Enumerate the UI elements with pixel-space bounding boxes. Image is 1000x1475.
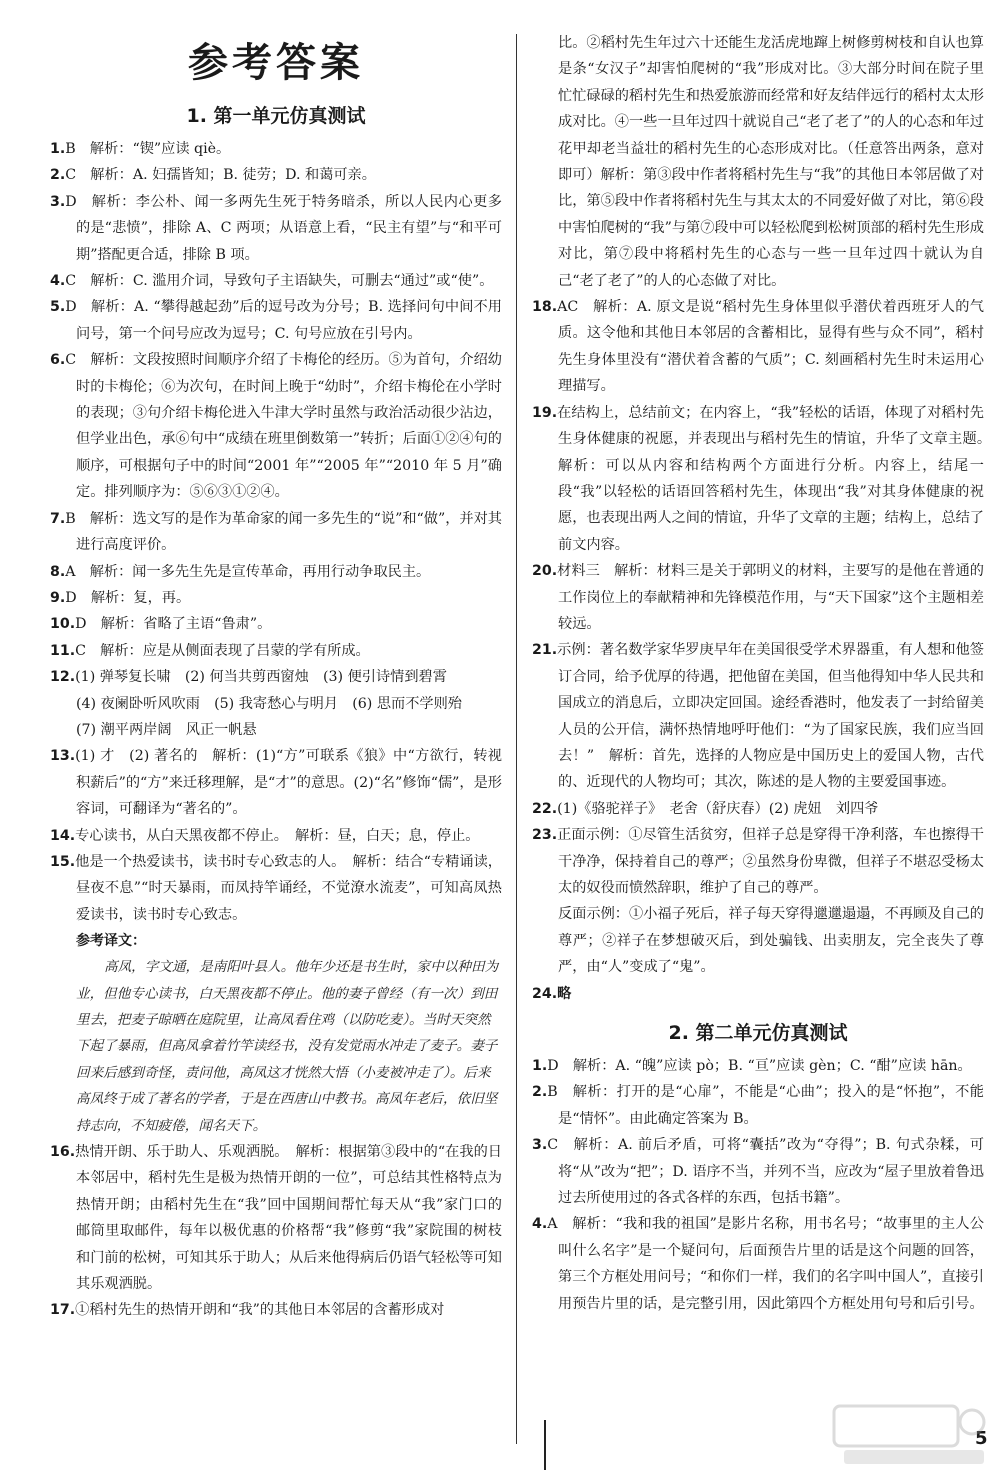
item-number: 10. bbox=[50, 616, 76, 633]
unit2-answer-item bbox=[532, 1053, 984, 1079]
section-1-title: 1. 第一单元仿真测试 bbox=[186, 105, 366, 127]
item-text: D 解析：A. “魄”应读 pò；B. “亘”应读 gèn；C. “酣”应读 hān。 bbox=[547, 1058, 972, 1075]
item-number: 11. bbox=[50, 642, 76, 659]
item-number: 20. bbox=[532, 563, 558, 580]
item-number: 1. bbox=[50, 141, 66, 157]
answer-item bbox=[50, 849, 502, 928]
item-number: 21. bbox=[532, 642, 558, 659]
item-number: 4. bbox=[532, 1216, 548, 1233]
answer-item bbox=[50, 823, 502, 849]
item-number: 12. bbox=[50, 669, 76, 686]
item-number: 9. bbox=[50, 589, 66, 606]
answer-item bbox=[50, 189, 502, 268]
item-text: C 解析：C. 滥用介词，导致句子主语缺失，可删去“通过”或“使”。 bbox=[65, 273, 494, 290]
answer-item bbox=[50, 559, 502, 585]
answer-item bbox=[50, 268, 502, 294]
item-number: 15. bbox=[50, 853, 76, 870]
answer-item bbox=[532, 400, 999, 558]
item-text: C 解析：文段按照时间顺序介绍了卡梅伦的经历。⑤为首句，介绍幼时的卡梅伦；⑥为次句，在时间上晚于“幼时”，介绍卡梅伦在小学时的表现；③句介绍卡梅伦进入牛津大学时虽然与政治活动很少沾边，但学业出色，承⑥句中“成绩在班里倒数第一”转折；后面①②④句的顺序，可根据句子中的时间“2001 年”“2005 年”“2010 年 5 月”确定。排列顺序为：⑤⑥③①②④。 bbox=[65, 352, 502, 501]
answer-item bbox=[532, 822, 984, 901]
item-number: 19. bbox=[532, 404, 558, 421]
item-number: 6. bbox=[50, 352, 66, 369]
item-number: 2. bbox=[50, 167, 66, 184]
answer-item-12-line bbox=[50, 717, 502, 743]
answer-item bbox=[50, 638, 502, 664]
answer-item bbox=[50, 294, 502, 347]
item-text: ①稻村先生的热情开朗和“我”的其他日本邻居的含蓄形成对 bbox=[75, 1302, 445, 1319]
item-number: 3. bbox=[50, 193, 66, 210]
item-text: D 解析：省略了主语“鲁肃”。 bbox=[75, 616, 272, 633]
item-number: 14. bbox=[50, 827, 76, 844]
item-text: B 解析：打开的是“心扉”，不能是“心曲”；投入的是“怀抱”，不能是“情怀”。由此确定答案为 B。 bbox=[547, 1084, 984, 1127]
item-text: B 解析：“锲”应读 qiè。 bbox=[65, 141, 231, 157]
answer-item bbox=[50, 506, 502, 559]
binding-mark bbox=[544, 1420, 546, 1470]
item-text: 专心读书，从白天黑夜都不停止。 解析：昼，白天；息，停止。 bbox=[75, 827, 480, 844]
answer-item bbox=[50, 1297, 502, 1323]
item-text: 他是一个热爱读书，读书时专心致志的人。 解析：结合“专精诵读，昼夜不息”“时天暴雨，而凤持竿诵经，不觉潦水流麦”，可知高凤热爱读书，读书时专心致志。 bbox=[75, 853, 502, 923]
item-text: C 解析：A. 妇孺皆知；B. 徒劳；D. 和蔼可亲。 bbox=[65, 167, 376, 184]
item-text: D 解析：A. “攀得越起劲”后的逗号改为分号；B. 选择问句中间不用问号，第一个问号应改为逗号；C. 句号应放在引号内。 bbox=[65, 299, 502, 342]
item-text: D 解析：复，再。 bbox=[65, 589, 191, 606]
unit2-answer-item bbox=[532, 1079, 984, 1132]
item-number: 23. bbox=[532, 827, 558, 844]
unit2-answer-item bbox=[532, 1132, 984, 1211]
item-12-line-2: (4) 夜阑卧听风吹雨 (5) 我寄愁心与明月 (6) 思而不学则殆 bbox=[76, 695, 462, 712]
item-text: C 解析：应是从侧面表现了吕蒙的学有所成。 bbox=[75, 642, 370, 659]
item-12-line-3: (7) 潮平两岸阔 风正一帆悬 bbox=[76, 721, 257, 738]
item-text: D 解析：李公朴、闻一多两先生死于特务暗杀，所以人民内心更多的是“悲愤”，排除 A、C 两项；从语意上看，“民主有望”与“和平可期”搭配更合适，排除 B 项。 bbox=[65, 193, 502, 263]
left-column bbox=[50, 30, 502, 1324]
answer-item-17-continued: 比。②稻村先生年过六十还能生龙活虎地蹿上树修剪树枝和自认也算是条“女汉子”却害怕爬树的“我”形成对比。③大部分时间在院子里忙忙碌碌的稻村先生和热爱旅游而经常和好友结伴远行的稻村太太形成对比。④一些一旦年过四十就说自己“老了老了”的人的心态和年过花甲却老当益壮的稻村先生的心态形成对比。（任意答出两条，意对即可）解析：第③段中作者将稻村先生与“我”的其他日本邻居做了对比，第⑤段中作者将稻村先生与其太太的不同爱好做了对比，第⑥段中害怕爬树的“我”与第⑦段中可以轻松爬到松树顶部的稻村先生形成对比，第⑦段中将稻村先生的心态与一些一旦年过四十就认为自己“老了老了”的人的心态做了对比。 bbox=[558, 35, 984, 289]
watermark-logo bbox=[830, 1400, 990, 1470]
item-number: 1. bbox=[532, 1058, 548, 1075]
item-number: 18. bbox=[532, 299, 558, 316]
item-number: 16. bbox=[50, 1144, 76, 1161]
page-title: 参考答案 bbox=[188, 40, 364, 86]
item-number: 22. bbox=[532, 800, 558, 817]
answer-item bbox=[532, 796, 984, 822]
answer-item bbox=[50, 585, 502, 611]
section-2-title: 2. 第二单元仿真测试 bbox=[668, 1022, 848, 1045]
item-text: A 解析：闻一多先生先是宣传革命，再用行动争取民主。 bbox=[65, 563, 431, 580]
page-number: 5 bbox=[975, 1428, 988, 1449]
item-text: (1)《骆驼祥子》 老舍（舒庆春）(2) 虎妞 刘四爷 bbox=[557, 800, 879, 817]
answer-item bbox=[50, 162, 502, 188]
item-number: 7. bbox=[50, 510, 66, 527]
right-column bbox=[532, 30, 999, 1317]
answer-item-12-line bbox=[50, 691, 502, 717]
unit2-answer-item bbox=[532, 1211, 984, 1317]
column-divider bbox=[516, 34, 517, 1444]
item-number: 8. bbox=[50, 563, 66, 580]
answer-item bbox=[50, 136, 502, 162]
answer-item bbox=[50, 611, 502, 637]
item-text: (1) 才 (2) 著名的 解析：(1)“方”可联系《狼》中“方欲行，转视积薪后”的“方”来迁移理解，是“才”的意思。(2)“名”修饰“儒”，是形容词，可翻译为“著名的”。 bbox=[75, 748, 502, 818]
item-12-line-1: (1) 弹琴复长啸 (2) 何当共剪西窗烛 (3) 便引诗情到碧霄 bbox=[75, 669, 447, 686]
answer-item bbox=[532, 294, 984, 400]
answer-item bbox=[50, 1139, 502, 1297]
item-text: 略 bbox=[557, 985, 572, 1002]
answer-item bbox=[532, 637, 984, 795]
item-number: 2. bbox=[532, 1084, 548, 1101]
answer-item bbox=[50, 743, 502, 822]
answer-item-23-negative: 反面示例：①小福子死后，祥子每天穿得邋邋遢遢，不再顾及自己的尊严；②祥子在梦想破灭后，到处骗钱、出卖朋友，完全丧失了尊严，由“人”变成了“鬼”。 bbox=[558, 906, 984, 976]
item-text: 在结构上，总结前文；在内容上，“我”轻松的话语，体现了对稻村先生身体健康的祝愿，并表现出与稻村先生的情谊，升华了文章主题。 解析：可以从内容和结构两个方面进行分析。内容上，结尾一段“我”以轻松的话语回答稻村先生，体现出“我”对其身体健康的祝愿，也表现出两人之间的情谊，升华了文章的主题；结构上，总结了前文内容。 bbox=[557, 404, 999, 553]
item-text: 热情开朗、乐于助人、乐观洒脱。 解析：根据第③段中的“在我的日本邻居中，稻村先生是极为热情开朗的一位”，可总结其性格特点为热情开朗；由稻村先生在“我”回中国期间帮忙每天从“我”家门口的邮筒里取邮件，每年以极优惠的价格帮“我”修剪“我”家院围的树枝和门前的松树，可知其乐于助人；从后来他得病后仍语气轻松等可知其乐观洒脱。 bbox=[75, 1144, 502, 1293]
item-text: 材料三 解析：材料三是关于郭明义的材料，主要写的是他在普通的工作岗位上的奉献精神和先锋模范作用，与“天下国家”这个主题相差较远。 bbox=[557, 563, 984, 632]
item-number: 24. bbox=[532, 985, 558, 1002]
answer-item-12 bbox=[50, 664, 502, 690]
item-number: 13. bbox=[50, 748, 76, 765]
item-number: 4. bbox=[50, 273, 66, 290]
item-text: 正面示例：①尽管生活贫穷，但祥子总是穿得干净利落，车也擦得干干净净，保持着自己的尊严；②虽然身份卑微，但祥子不堪忍受杨太太的奴役而愤然辞职，维护了自己的尊严。 bbox=[557, 827, 984, 896]
item-text: B 解析：选文写的是作为革命家的闻一多先生的“说”和“做”，并对其进行高度评价。 bbox=[65, 510, 502, 554]
item-text: AC 解析：A. 原文是说“稻村先生身体里似乎潜伏着西班牙人的气质。这令他和其他日本邻居的含蓄相比，显得有些与众不同”，稻村先生身体里没有“潜伏着含蓄的气质”；C. 刻画稻村先生时未运用心理描写。 bbox=[557, 299, 984, 395]
item-text: A 解析：“我和我的祖国”是影片名称，用书名号；“故事里的主人公叫什么名字”是一个疑问句，后面预告片里的话是这个问题的回答，第三个方框处用问号；“和你们一样，我们的名字叫中国人”，直接引用预告片里的话，是完整引用，因此第四个方框处用句号和后引号。 bbox=[547, 1216, 984, 1312]
item-text: C 解析：A. 前后矛盾，可将“囊括”改为“夺得”；B. 句式杂糅，可将“从”改为“把”；D. 语序不当，并列不当，应改为“屋子里放着鲁迅过去所使用过的各式各样的东西，包括书籍”。 bbox=[547, 1137, 984, 1207]
item-text: 示例：著名数学家华罗庚早年在美国很受学术界器重，有人想和他签订合同，给予优厚的待遇，把他留在美国，但当他得知中华人民共和国成立的消息后，立即决定回国。途经香港时，他发表了一封给留美人员的公开信，满怀热情地呼吁他们：“为了国家民族，我们应当回去！” 解析：首先，选择的人物应是中国历史上的爱国人物，古代的、近现代的人物均可；其次，陈述的是人物的主要爱国事迹。 bbox=[557, 642, 984, 791]
item-number: 17. bbox=[50, 1302, 76, 1319]
translation-title: 参考译文： bbox=[76, 933, 146, 950]
reference-translation: 高凤，字文通，是南阳叶县人。他年少还是书生时，家中以种田为业，但他专心读书，白天黑夜都不停止。他的妻子曾经（有一次）到田里去，把麦子晾晒在庭院里，让高凤看住鸡（以防吃麦）。当时天突然下起了暴雨，但高凤拿着竹竿读经书，没有发觉雨水冲走了麦子。妻子回来后感到奇怪，责问他，高凤这才恍然大悟（小麦被冲走了）。后来高凤终于成了著名的学者，于是在西唐山中教书。高凤年老后，依旧坚持志向，不知疲倦，闻名天下。 bbox=[76, 959, 499, 1134]
item-number: 3. bbox=[532, 1137, 548, 1154]
answer-item-24 bbox=[532, 981, 984, 1007]
answer-item bbox=[532, 558, 984, 637]
answer-item bbox=[50, 347, 502, 505]
item-number: 5. bbox=[50, 299, 66, 316]
